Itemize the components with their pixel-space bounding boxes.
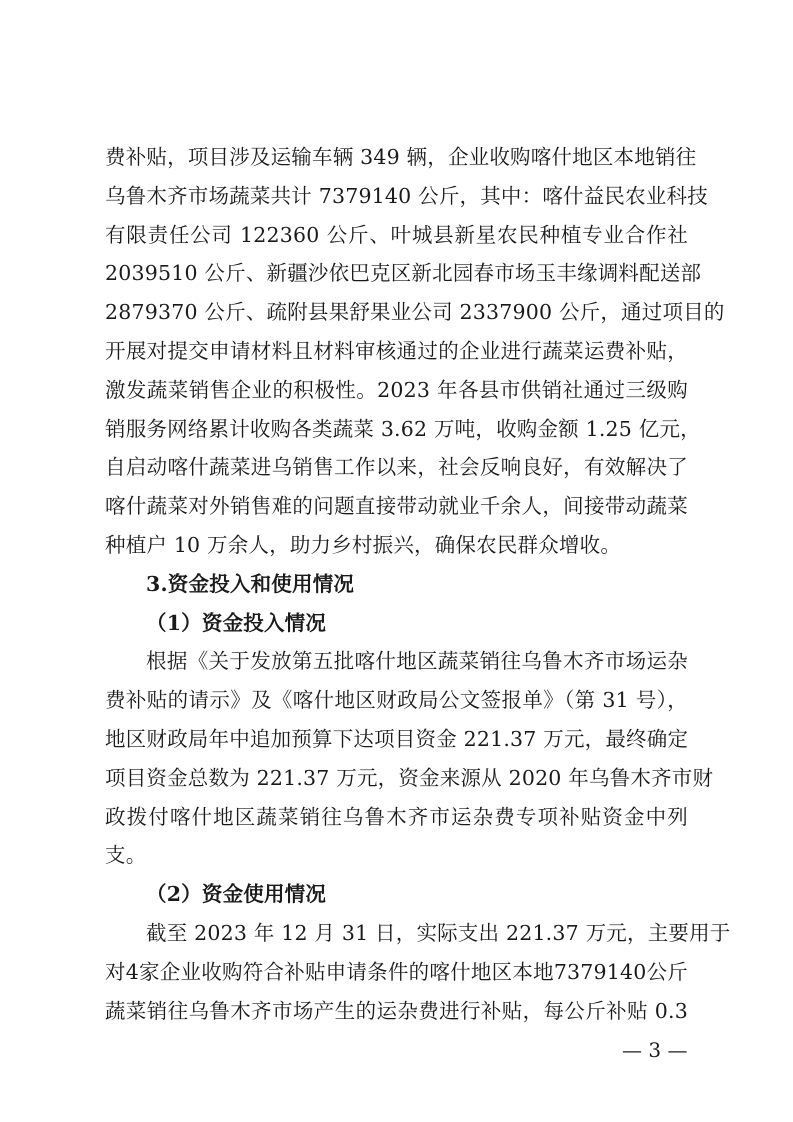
text-line: 政拨付喀什地区蔬菜销往乌鲁木齐市运杂费专项补贴资金中列 [105, 804, 688, 829]
text-line: 支。 [105, 843, 147, 868]
text-line: 费补贴，项目涉及运输车辆 349 辆，企业收购喀什地区本地销往 [105, 145, 697, 169]
text-line: 喀什蔬菜对外销售难的问题直接带动就业千余人，间接带动蔬菜 [105, 494, 688, 519]
subsection-heading: （1）资金投入情况 [146, 610, 327, 635]
text-line: 根据《关于发放第五批喀什地区蔬菜销往乌鲁木齐市场运杂 [146, 649, 688, 674]
text-line: 蔬菜销往乌鲁木齐市场产生的运杂费进行补贴，每公斤补贴 0.3 [105, 998, 688, 1023]
text-line: 有限责任公司 122360 公斤、叶城县新星农民种植专业合作社 [105, 222, 688, 247]
text-line: 2039510 公斤、新疆沙依巴克区新北园春市场玉丰缘调料配送部 [105, 261, 702, 286]
text-line: 对4家企业收购符合补贴申请条件的喀什地区本地7379140公斤 [105, 959, 688, 984]
text-line: 开展对提交申请材料且材料审核通过的企业进行蔬菜运费补贴， [105, 338, 688, 363]
text-line: 地区财政局年中追加预算下达项目资金 221.37 万元，最终确定 [105, 726, 689, 751]
text-line: 种植户 10 万余人，助力乡村振兴，确保农民群众增收。 [105, 532, 622, 557]
text-line: 2879370 公斤、疏附县果舒果业公司 2337900 公斤，通过项目的 [105, 300, 725, 325]
text-line: 截至 2023 年 12 月 31 日，实际支出 221.37 万元，主要用于 [146, 920, 731, 945]
document-body [105, 138, 731, 1030]
page-number: — 3 — [622, 1038, 688, 1062]
subsection-heading: （2）资金使用情况 [146, 882, 327, 907]
text-line: 项目资金总数为 221.37 万元，资金来源从 2020 年乌鲁木齐市财 [105, 765, 714, 790]
section-heading: 3.资金投入和使用情况 [146, 571, 355, 596]
text-line: 自启动喀什蔬菜进乌销售工作以来，社会反响良好，有效解决了 [105, 455, 688, 480]
text-line: 费补贴的请示》及《喀什地区财政局公文签报单》（第 31 号）， [105, 688, 688, 713]
text-line: 乌鲁木齐市场蔬菜共计 7379140 公斤，其中：喀什益民农业科技 [105, 183, 708, 208]
text-line: 销服务网络累计收购各类蔬菜 3.62 万吨，收购金额 1.25 亿元， [105, 416, 701, 441]
text-line: 激发蔬菜销售企业的积极性。2023 年各县市供销社通过三级购 [105, 377, 688, 402]
